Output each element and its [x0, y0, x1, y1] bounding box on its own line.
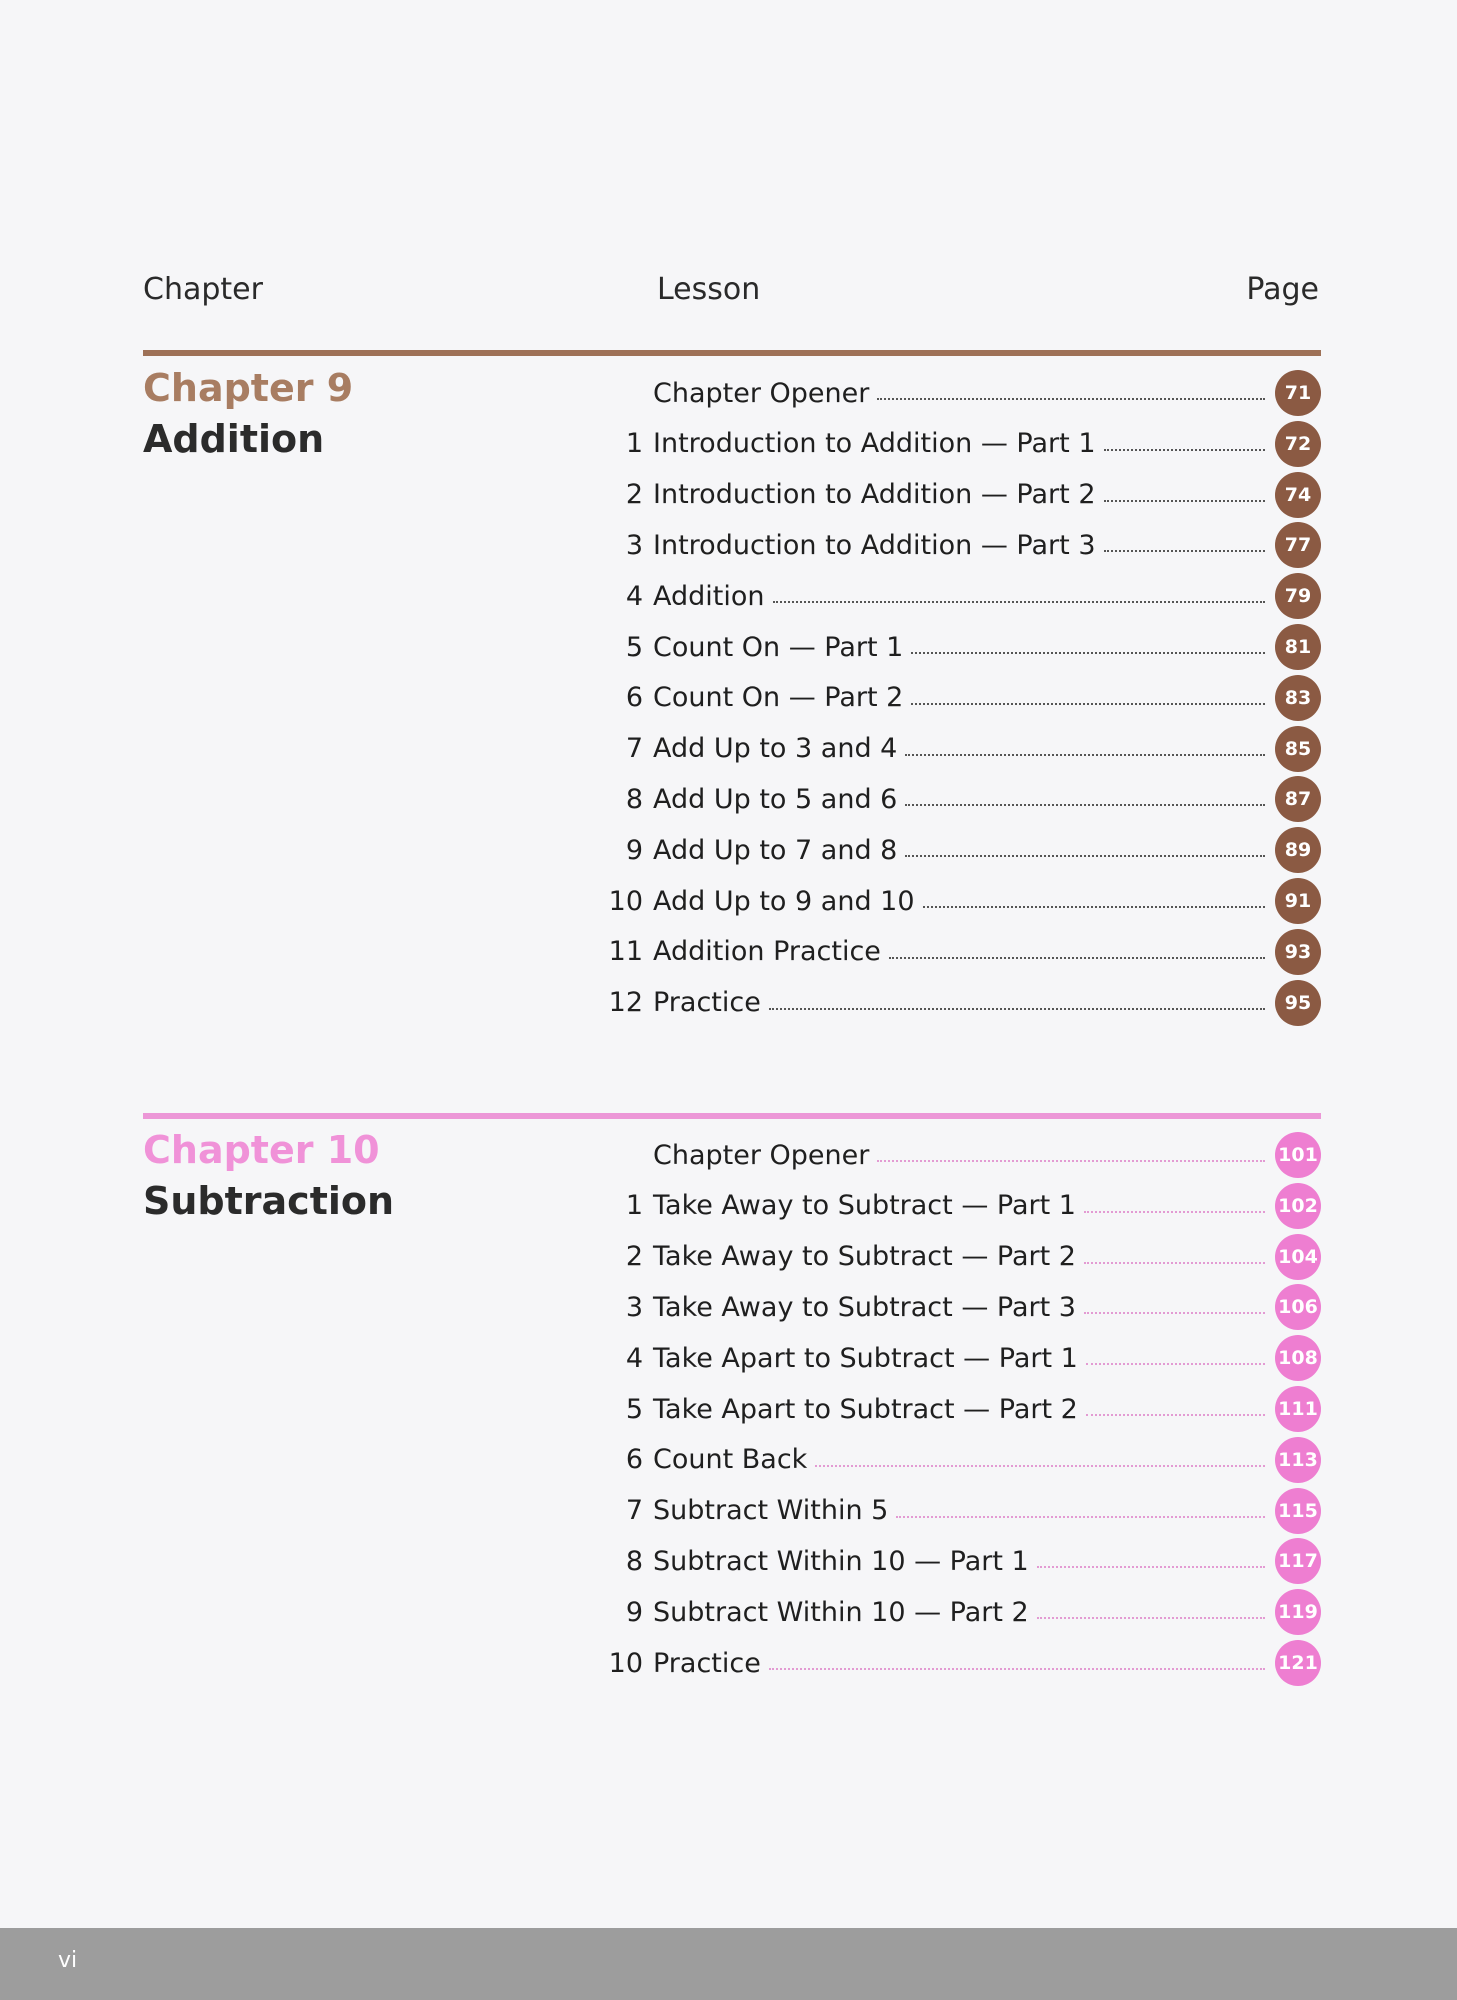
- dot-leader: [877, 1160, 1265, 1162]
- lesson-number: 7: [625, 733, 643, 765]
- lesson-title: Subtract Within 10 — Part 2: [653, 1596, 1029, 1628]
- page-badge: 117: [1275, 1538, 1321, 1584]
- page-badge: 108: [1275, 1335, 1321, 1381]
- chapter-10-title: Subtraction: [143, 1179, 395, 1223]
- lesson-title: Practice: [653, 987, 761, 1019]
- page-badge: 104: [1275, 1234, 1321, 1280]
- dot-leader: [1104, 550, 1266, 552]
- page-badge: 111: [1275, 1386, 1321, 1432]
- lesson-row[interactable]: [595, 1135, 1321, 1175]
- page-badge: 83: [1275, 675, 1321, 721]
- page-badge: 77: [1275, 522, 1321, 568]
- chapter-10-number: Chapter 10: [143, 1128, 380, 1172]
- lesson-number: 3: [625, 1291, 643, 1323]
- lesson-title: Subtract Within 5: [653, 1495, 889, 1527]
- dot-leader: [923, 906, 1265, 908]
- lesson-row[interactable]: [595, 1389, 1321, 1429]
- lesson-row[interactable]: [595, 1592, 1321, 1632]
- lesson-title: Introduction to Addition — Part 2: [653, 479, 1096, 511]
- dot-leader: [1084, 1262, 1265, 1264]
- page-badge: 91: [1275, 878, 1321, 924]
- dot-leader: [815, 1465, 1265, 1467]
- lesson-title: Subtract Within 10 — Part 1: [653, 1545, 1029, 1577]
- lesson-row[interactable]: [595, 881, 1321, 921]
- page-badge: 101: [1275, 1132, 1321, 1178]
- page-badge: 72: [1275, 421, 1321, 467]
- lesson-title: Take Away to Subtract — Part 3: [653, 1291, 1076, 1323]
- lesson-title: Introduction to Addition — Part 3: [653, 529, 1096, 561]
- lesson-title: Count On — Part 2: [653, 682, 904, 714]
- lesson-number: 6: [625, 682, 643, 714]
- column-header-chapter: Chapter: [143, 272, 263, 307]
- footer-bar: [0, 1928, 1457, 2000]
- lesson-row[interactable]: [595, 1643, 1321, 1683]
- lesson-row[interactable]: [595, 475, 1321, 515]
- page-badge: 89: [1275, 827, 1321, 873]
- dot-leader: [769, 1008, 1265, 1010]
- lesson-row[interactable]: [595, 373, 1321, 413]
- lesson-title: Add Up to 7 and 8: [653, 834, 898, 866]
- lesson-number: 8: [625, 783, 643, 815]
- chapter-9-divider: [143, 350, 1321, 356]
- page-badge: 81: [1275, 624, 1321, 670]
- lesson-number: 5: [625, 631, 643, 663]
- lesson-title: Take Away to Subtract — Part 2: [653, 1241, 1076, 1273]
- page-badge: 119: [1275, 1589, 1321, 1635]
- dot-leader: [1104, 500, 1266, 502]
- lesson-row[interactable]: [595, 1440, 1321, 1480]
- page-badge: 71: [1275, 370, 1321, 416]
- lesson-row[interactable]: [595, 1338, 1321, 1378]
- lesson-number: 4: [625, 1342, 643, 1374]
- lesson-row[interactable]: [595, 627, 1321, 667]
- lesson-title: Add Up to 3 and 4: [653, 733, 898, 765]
- page-badge: 93: [1275, 929, 1321, 975]
- lesson-number: 6: [625, 1444, 643, 1476]
- dot-leader: [1037, 1617, 1265, 1619]
- page-badge: 121: [1275, 1640, 1321, 1686]
- lesson-number: 1: [625, 1190, 643, 1222]
- dot-leader: [905, 804, 1265, 806]
- dot-leader: [911, 703, 1265, 705]
- column-header-page: Page: [1246, 272, 1319, 307]
- dot-leader: [905, 855, 1265, 857]
- lesson-row[interactable]: [595, 932, 1321, 972]
- lesson-number: 5: [625, 1393, 643, 1425]
- page-badge: 87: [1275, 776, 1321, 822]
- lesson-row[interactable]: [595, 525, 1321, 565]
- page-badge: 102: [1275, 1183, 1321, 1229]
- lesson-row[interactable]: [595, 779, 1321, 819]
- lesson-row[interactable]: [595, 830, 1321, 870]
- dot-leader: [769, 1668, 1265, 1670]
- lesson-number: 2: [625, 1241, 643, 1273]
- lesson-row[interactable]: [595, 1491, 1321, 1531]
- lesson-title: Addition: [653, 580, 765, 612]
- lesson-number: 7: [625, 1495, 643, 1527]
- dot-leader: [1086, 1414, 1265, 1416]
- lesson-title: Add Up to 9 and 10: [653, 885, 915, 917]
- page-badge: 74: [1275, 472, 1321, 518]
- page-badge: 85: [1275, 726, 1321, 772]
- chapter-10-divider: [143, 1113, 1321, 1119]
- column-header-lesson: Lesson: [657, 272, 761, 307]
- lesson-row[interactable]: [595, 424, 1321, 464]
- lesson-title: Introduction to Addition — Part 1: [653, 428, 1096, 460]
- lesson-number: 8: [625, 1545, 643, 1577]
- dot-leader: [896, 1516, 1265, 1518]
- dot-leader: [1084, 1312, 1265, 1314]
- dot-leader: [1037, 1566, 1265, 1568]
- lesson-row[interactable]: [595, 576, 1321, 616]
- lesson-title: Take Apart to Subtract — Part 2: [653, 1393, 1078, 1425]
- lesson-title: Count Back: [653, 1444, 808, 1476]
- page-badge: 95: [1275, 980, 1321, 1026]
- chapter-9-number: Chapter 9: [143, 366, 354, 410]
- dot-leader: [911, 652, 1265, 654]
- lesson-row[interactable]: [595, 1541, 1321, 1581]
- lesson-title: Count On — Part 1: [653, 631, 904, 663]
- chapter-9-title: Addition: [143, 417, 325, 461]
- lesson-number: 12: [608, 987, 643, 1019]
- dot-leader: [889, 957, 1265, 959]
- page-badge: 106: [1275, 1284, 1321, 1330]
- lesson-number: 10: [608, 1647, 643, 1679]
- lesson-number: 2: [625, 479, 643, 511]
- lesson-number: 1: [625, 428, 643, 460]
- lesson-title: Chapter Opener: [653, 377, 870, 409]
- page-badge: 115: [1275, 1488, 1321, 1534]
- page-badge: 79: [1275, 573, 1321, 619]
- lesson-row[interactable]: [595, 1287, 1321, 1327]
- lesson-number: 9: [625, 1596, 643, 1628]
- dot-leader: [1104, 449, 1266, 451]
- dot-leader: [773, 601, 1266, 603]
- lesson-title: Practice: [653, 1647, 761, 1679]
- page-badge: 113: [1275, 1437, 1321, 1483]
- dot-leader: [905, 754, 1265, 756]
- lesson-row[interactable]: [595, 729, 1321, 769]
- lesson-title: Take Apart to Subtract — Part 1: [653, 1342, 1078, 1374]
- lesson-number: 4: [625, 580, 643, 612]
- page-number: vi: [58, 1948, 78, 1973]
- lesson-number: 10: [608, 885, 643, 917]
- lesson-row[interactable]: [595, 1186, 1321, 1226]
- lesson-row[interactable]: [595, 678, 1321, 718]
- lesson-title: Chapter Opener: [653, 1139, 870, 1171]
- lesson-title: Add Up to 5 and 6: [653, 783, 898, 815]
- lesson-number: 11: [608, 936, 643, 968]
- lesson-row[interactable]: [595, 1237, 1321, 1277]
- lesson-number: 9: [625, 834, 643, 866]
- lesson-title: Addition Practice: [653, 936, 881, 968]
- dot-leader: [877, 398, 1265, 400]
- dot-leader: [1084, 1211, 1265, 1213]
- lesson-title: Take Away to Subtract — Part 1: [653, 1190, 1076, 1222]
- lesson-number: 3: [625, 529, 643, 561]
- dot-leader: [1086, 1363, 1265, 1365]
- lesson-row[interactable]: [595, 983, 1321, 1023]
